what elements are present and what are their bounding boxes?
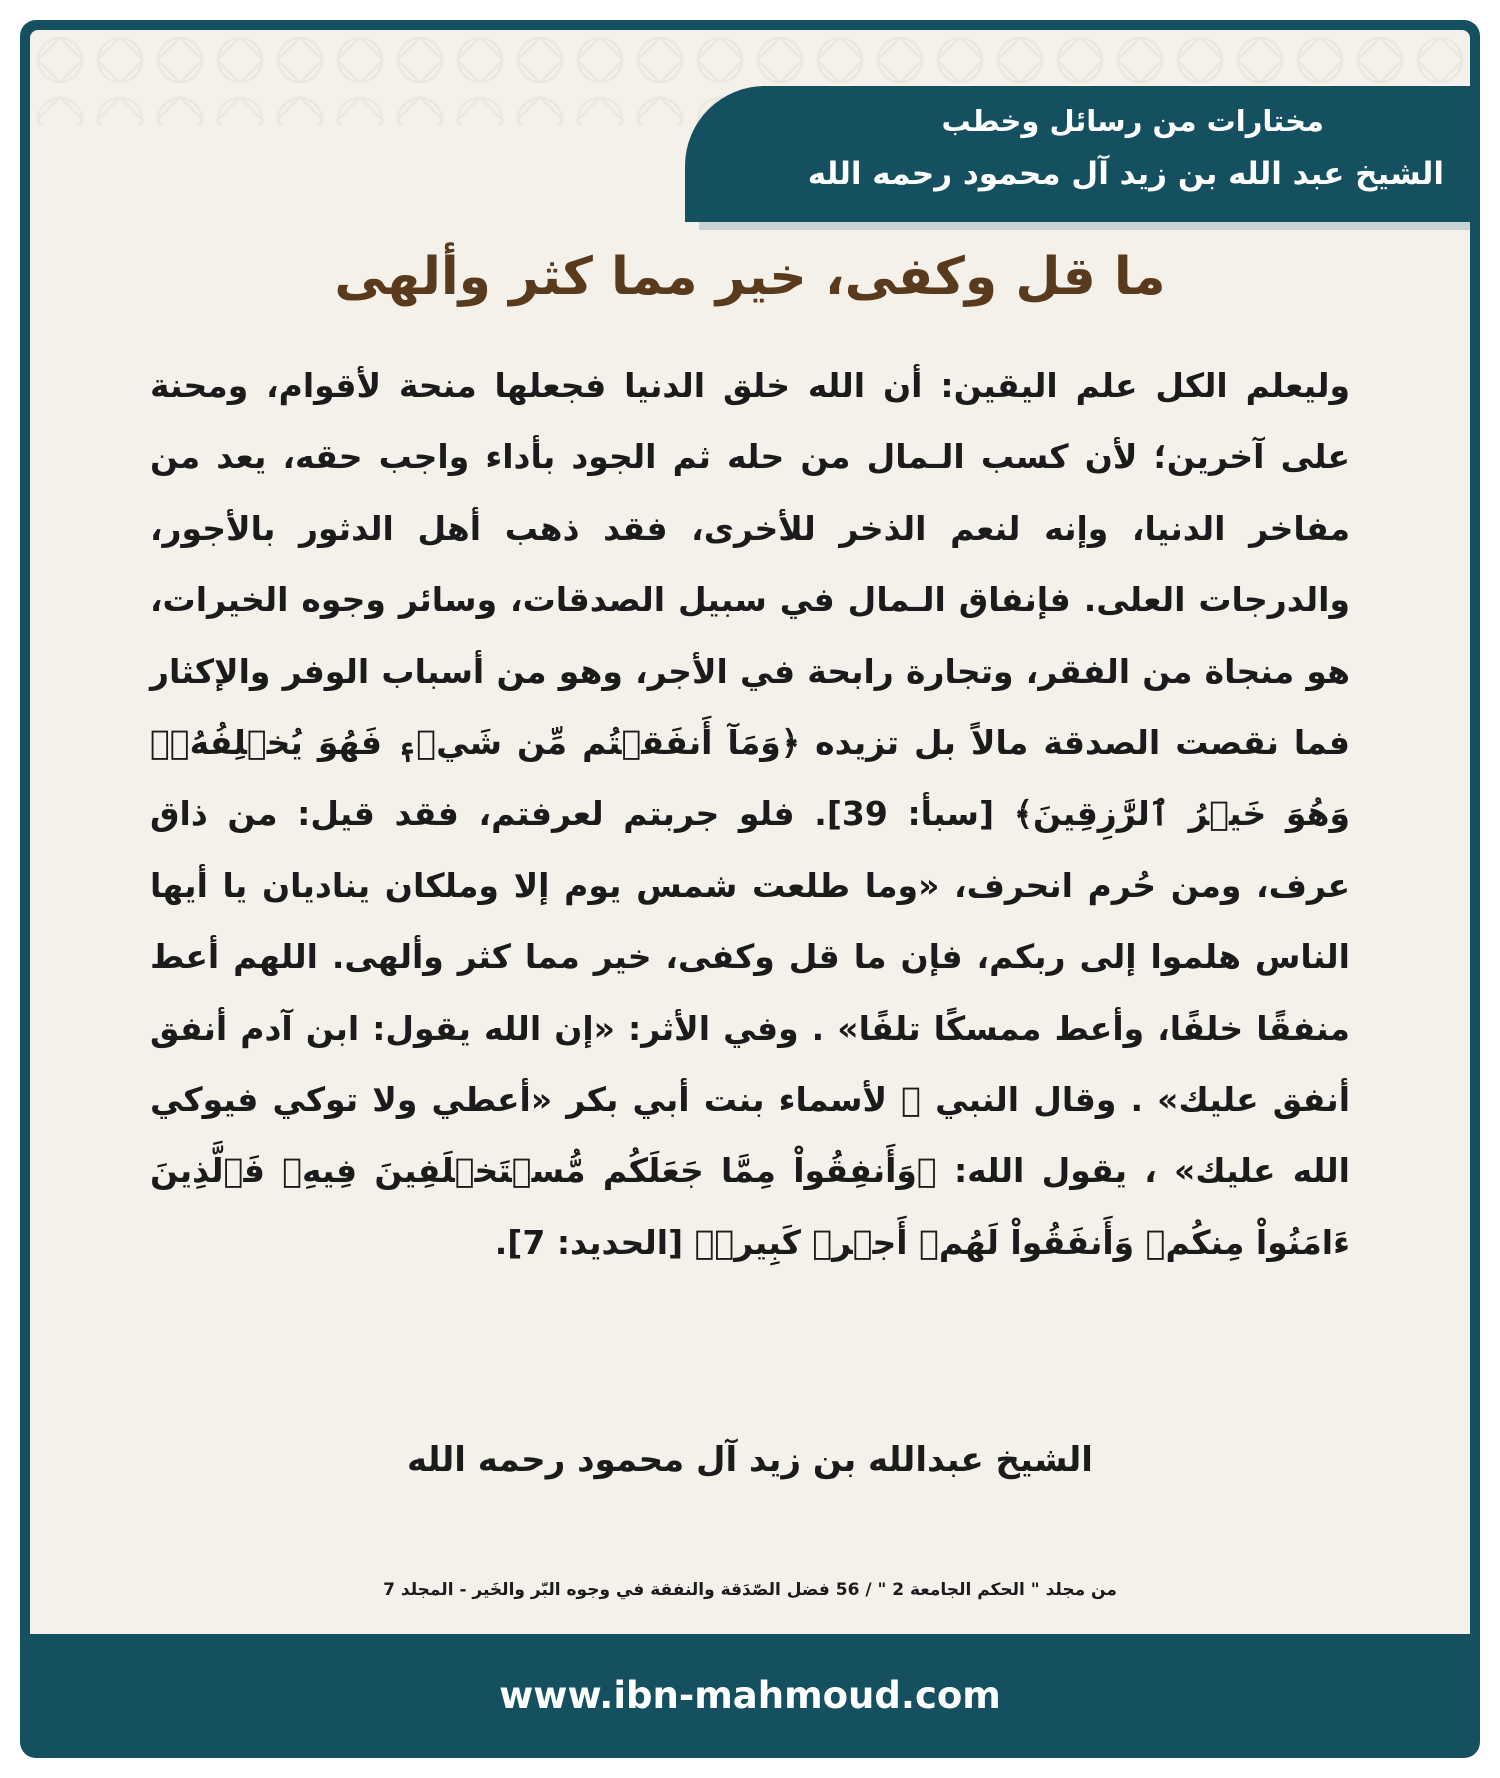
content-panel <box>30 30 1470 1634</box>
header-text <box>704 96 1444 202</box>
header-subtitle: مختارات من رسائل وخطب <box>941 104 1324 138</box>
article-body: وليعلم الكل علم اليقين: أن الله خلق الدنيا فجعلها منحة لأقوام، ومحنة على آخرين؛ لأن كسب الـمال من حله ثم الجود بأداء واجب حقه، يعد من مفاخر الدنيا، وإنه لنعم الذخر للأخرى، فقد ذهب أهل الدثور بالأجور، والدرجات العلى. فإنفاق الـمال في سبيل الصدقات، وسائر وجوه الخيرات، هو منجاة من الفقر، وتجارة رابحة في الأجر، وهو من أسباب الوفر والإكثار فما نقصت الصدقة مالاً بل تزيده ﴿وَمَآ أَنفَقۡتُم مِّن شَيۡءٖ فَهُوَ يُخۡلِفُهُۥۖ وَهُوَ خَيۡرُ ٱلرَّٰزِقِينَ﴾ [سبأ: 39]. فلو جربتم لعرفتم، فقد قيل: من ذاق عرف، ومن حُرم انحرف، «وما طلعت شمس يوم إلا وملكان يناديان يا أيها الناس هلموا إلى ربكم، فإن ما قل وكفى، خير مما كثر وألهى. اللهم أعط منفقًا خلفًا، وأعط ممسكًا تلفًا» . وفي الأثر: «إن الله يقول: ابن آدم أنفق أنفق عليك» . وقال النبي ﷺ لأسماء بنت أبي بكر «أعطي ولا توكي فيوكي الله عليك» ، يقول الله: ﴿وَأَنفِقُواْ مِمَّا جَعَلَكُم مُّسۡتَخۡلَفِينَ فِيهِۖ فَٱلَّذِينَ ءَامَنُواْ مِنكُمۡ وَأَنفَقُواْ لَهُمۡ أَجۡرٞ كَبِيرٞ﴾ [الحديد: 7]. <box>150 366 1350 1262</box>
page-title: ما قل وكفى، خير مما كثر وألهى <box>334 247 1166 307</box>
header-author: الشيخ عبد الله بن زيد آل محمود رحمه الله <box>807 156 1444 192</box>
header-banner <box>685 86 1470 222</box>
author-signature: الشيخ عبدالله بن زيد آل محمود رحمه الله <box>407 1440 1093 1480</box>
website-link[interactable]: www.ibn-mahmoud.com <box>499 1674 1001 1717</box>
source-citation: من مجلد " الحكم الجامعة 2 " / 56 فضل الصّدَقة والنفقة في وجوه البّر والخَير - المجلد 7 <box>383 1580 1117 1600</box>
